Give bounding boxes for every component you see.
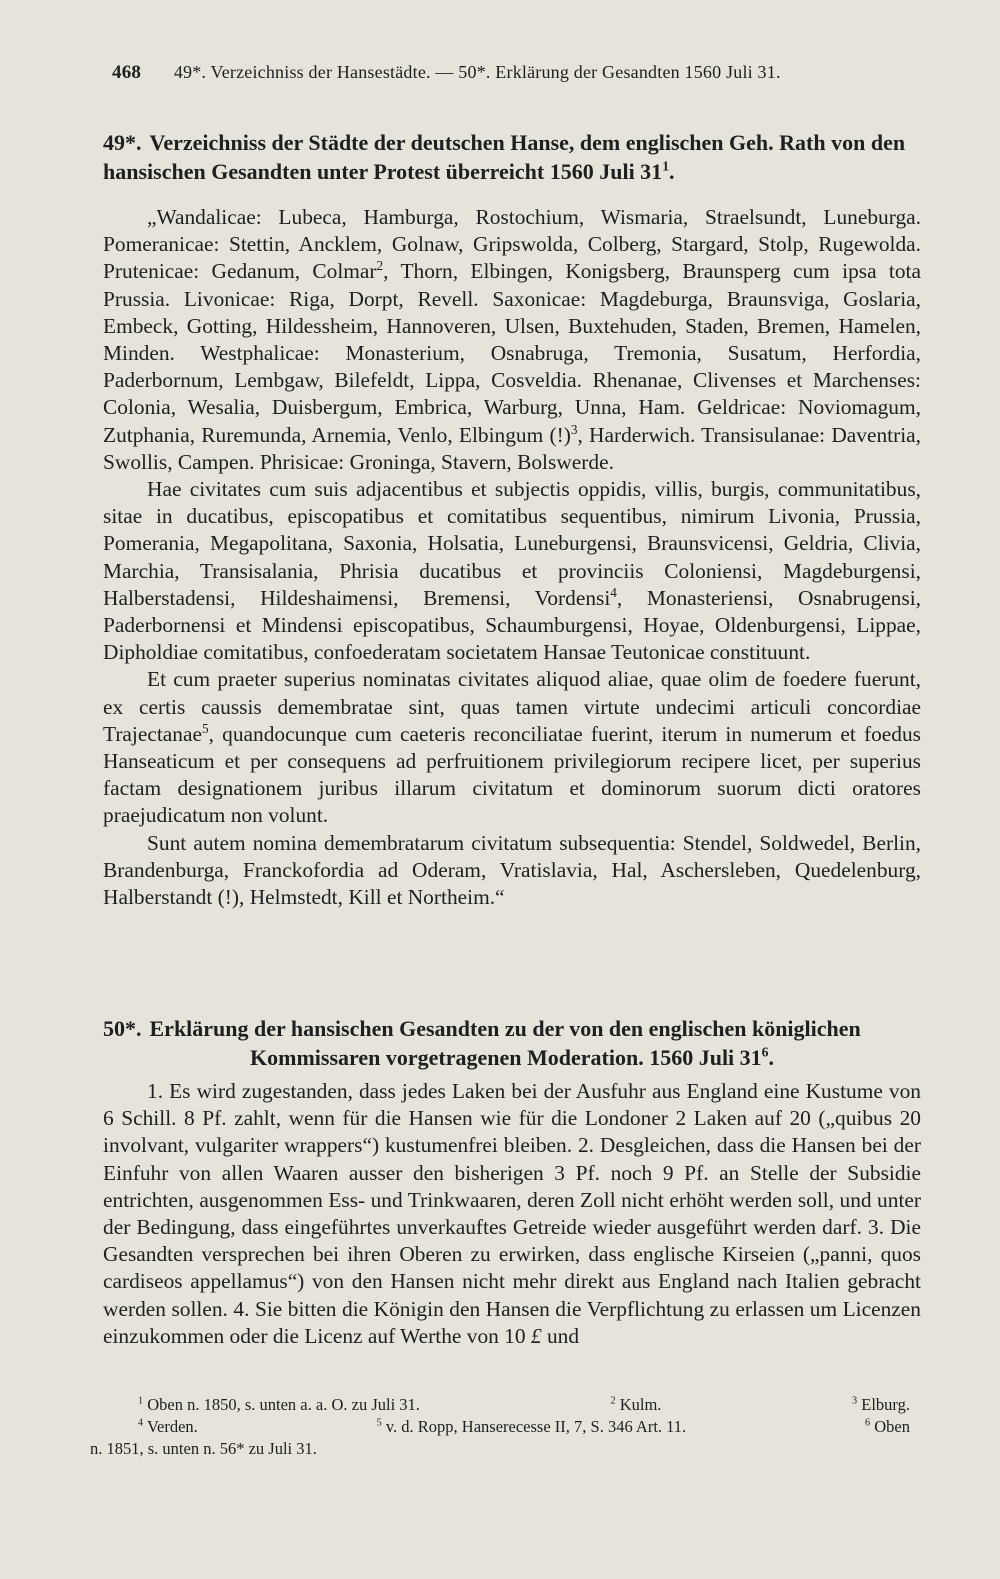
section-49-body xyxy=(103,204,921,911)
footnote-number: 6 xyxy=(865,1417,871,1429)
footnote-row-2 xyxy=(90,1416,910,1438)
footnote-text: Oben n. 1850, s. unten a. a. O. zu Juli 31. xyxy=(147,1395,420,1414)
section-50-number: 50*. xyxy=(103,1016,142,1041)
footnote-text: Verden. xyxy=(146,1417,198,1436)
page-number: 468 xyxy=(112,62,142,83)
footnotes xyxy=(90,1394,910,1460)
footnote-number: 1 xyxy=(138,1395,144,1407)
footnote-text: Kulm. xyxy=(619,1395,662,1414)
section-50-title xyxy=(103,1014,921,1072)
footnote-number: 4 xyxy=(138,1417,144,1429)
pound-symbol: £ xyxy=(530,1323,542,1348)
footnote-5 xyxy=(377,1416,687,1438)
text-span: Hae civitates cum suis adjacentibus et subjectis oppidis, villis, burgis, communitatibus, sitae in ducatibus, episcopatibus et comitatibus sequentibus, nimirum Livonia, Prussia, Pomerania, Megapolitana, Saxonia, Holsatia, Luneburgensi, Braunsvicensi, Geldria, Clivia, Marchia, Transisalania, Phrisia ducatibus et provinciis Coloniensi, Magdeburgensi, Halberstadensi, Hildeshaimensi, Bremensi, Vordensi xyxy=(103,477,921,610)
footnote-number: 3 xyxy=(852,1395,858,1407)
footnote-1 xyxy=(90,1394,420,1416)
footnote-4 xyxy=(90,1416,198,1438)
section-49-heading: Verzeichniss der Städte der deutschen Hanse, dem englischen Geh. Rath von den hansischen Gesandten unter Protest überreicht 1560 Juli 31 xyxy=(103,130,906,184)
section-49-title xyxy=(103,128,921,186)
section-50-body xyxy=(103,1078,921,1350)
footnote-ref-3: 3 xyxy=(570,421,578,437)
paragraph-names xyxy=(103,830,921,912)
text-span: , Harderwich. Transisulanae: Daventria, Swollis, Campen. Phrisicae: Groninga, Stavern, Bolswerde. xyxy=(103,422,921,474)
footnote-6-continued xyxy=(90,1438,910,1460)
text-span: Sunt autem nomina demembratarum civitatum subsequentia: Stendel, Soldwedel, Berlin, Brandenburga, Franckofordia ad Oderam, Vratislavia, Hal, Aschersleben, Quedelenburg, Halberstandt (!), Helmstedt, Kill et Northeim.“ xyxy=(103,830,921,910)
paragraph-articles xyxy=(103,1078,921,1350)
section-49-number: 49*. xyxy=(103,130,142,155)
paragraph-city-list xyxy=(103,204,921,476)
footnote-text: v. d. Ropp, Hanserecesse II, 7, S. 346 Art. 11. xyxy=(385,1417,687,1436)
footnote-text: n. 1851, s. unten n. 56* zu Juli 31. xyxy=(90,1439,317,1458)
footnote-text: Oben xyxy=(874,1417,910,1436)
paragraph-territories xyxy=(103,476,921,666)
paragraph-demembrated xyxy=(103,666,921,829)
text-span: , Thorn, Elbingen, Konigsberg, Braunsperg cum ipsa tota Prussia. Livonicae: Riga, Dorpt, Revell. Saxonicae: Magdeburga, Braunsviga, Goslaria, Embeck, Gotting, Hildessheim, Hannoveren, Ulsen, Buxtehuden, Staden, Bremen, Hamelen, Minden. Westphalicae: Monasterium, Osnabruga, Tremonia, Susatum, Herfordia, Paderbornum, Lembgaw, Bilefeldt, Lippa, Cosveldia. Rhenanae, Clivenses et Marchenses: Colonia, Wesalia, Duisbergum, Embrica, Warburg, Unna, Ham. Geldricae: Noviomagum, Zutphania, Ruremunda, Arnemia, Venlo, Elbingum (!) xyxy=(103,259,921,447)
section-50-heading-line2: Kommissaren vorgetragenen Moderation. 1560 Juli 31 xyxy=(250,1045,762,1070)
footnote-6 xyxy=(865,1416,910,1438)
footnote-ref-4: 4 xyxy=(610,584,617,600)
text-span: , Monasteriensi, Osnabrugensi, Paderbornensi et Mindensi episcopatibus, Schaumburgensi, Hoyae, Oldenburgensi, Lippae, Dipholdiae comitatibus, confoederatam societatem Hansae Teutonicae constituunt. xyxy=(103,585,921,665)
footnote-number: 2 xyxy=(610,1395,616,1407)
text-span: , quandocunque cum caeteris reconciliatae fuerint, iterum in numerum et foedus Hanseaticum et per consequens ad perfruitionem privilegiorum recipere licet, per superius factam designationem juribus illarum civitatum et dominorum suorum dicti oratores praejudicatum non volunt. xyxy=(103,721,921,828)
footnote-ref-5: 5 xyxy=(201,720,209,736)
footnote-ref-2: 2 xyxy=(376,258,384,274)
footnote-ref-1: 1 xyxy=(662,158,669,174)
footnote-number: 5 xyxy=(376,1417,382,1429)
text-span: Et cum praeter superius nominatas civitates aliquod aliae, quae olim de foedere fuerunt, ex certis caussis demembratae sint, quas tamen virtute undecimi articuli concordiae Trajectanae xyxy=(103,667,921,746)
running-title: 49*. Verzeichniss der Hansestädte. — 50*. Erklärung der Gesandten 1560 Juli 31. xyxy=(173,62,781,82)
footnote-text: Elburg. xyxy=(861,1395,910,1414)
section-50-heading-line2-wrap xyxy=(103,1043,921,1072)
text-span: 1. Es wird zugestanden, dass jedes Laken bei der Ausfuhr aus England eine Kustume von 6 Schill. 8 Pf. zahlt, wenn für die Hansen wie für die Londoner 2 Laken auf 20 („quibus 20 involvant, vulgariter wrappers“) kustumenfrei bleiben. 2. Desgleichen, dass die Hansen bei der Einfuhr von allen Waaren ausser den bisherigen 3 Pf. noch 9 Pf. an Stelle der Subsidie entrichten, ausgenommen Ess- und Trinkwaaren, deren Zoll nicht erhöht werden soll, und unter der Bedingung, dass eingeführtes unverkauftes Getreide wieder ausgeführt werden darf. 3. Die Gesandten versprechen bei ihren Oberen zu erwirken, dass englische Kirseien („panni, quos cardiseos appellamus“) von den Hansen nicht mehr direkt aus England nach Italien gebracht werden sollen. 4. Sie bitten die Königin den Hansen die Verpflichtung zu erlassen um Licenzen einzukommen oder die Licenz auf Werthe von 10 xyxy=(103,1079,921,1348)
footnote-row-1 xyxy=(90,1394,910,1416)
title-period: . xyxy=(669,159,675,184)
running-header xyxy=(112,62,912,84)
footnote-2 xyxy=(610,1394,661,1416)
text-span: und xyxy=(541,1323,580,1348)
text-span: „Wandalicae: Lubeca, Hamburga, Rostochium, Wismaria, Straelsundt, Luneburga. Pomeranicae: Stettin, Ancklem, Golnaw, Gripswolda, Colberg, Stargard, Stolp, Rugewolda. Prutenicae: Gedanum, Colmar xyxy=(103,205,921,284)
section-50-heading-line1: Erklärung der hansischen Gesandten zu der von den englischen königlichen xyxy=(149,1016,861,1041)
footnote-ref-6: 6 xyxy=(761,1044,769,1060)
footnote-3 xyxy=(852,1394,910,1416)
title-period: . xyxy=(768,1045,774,1070)
